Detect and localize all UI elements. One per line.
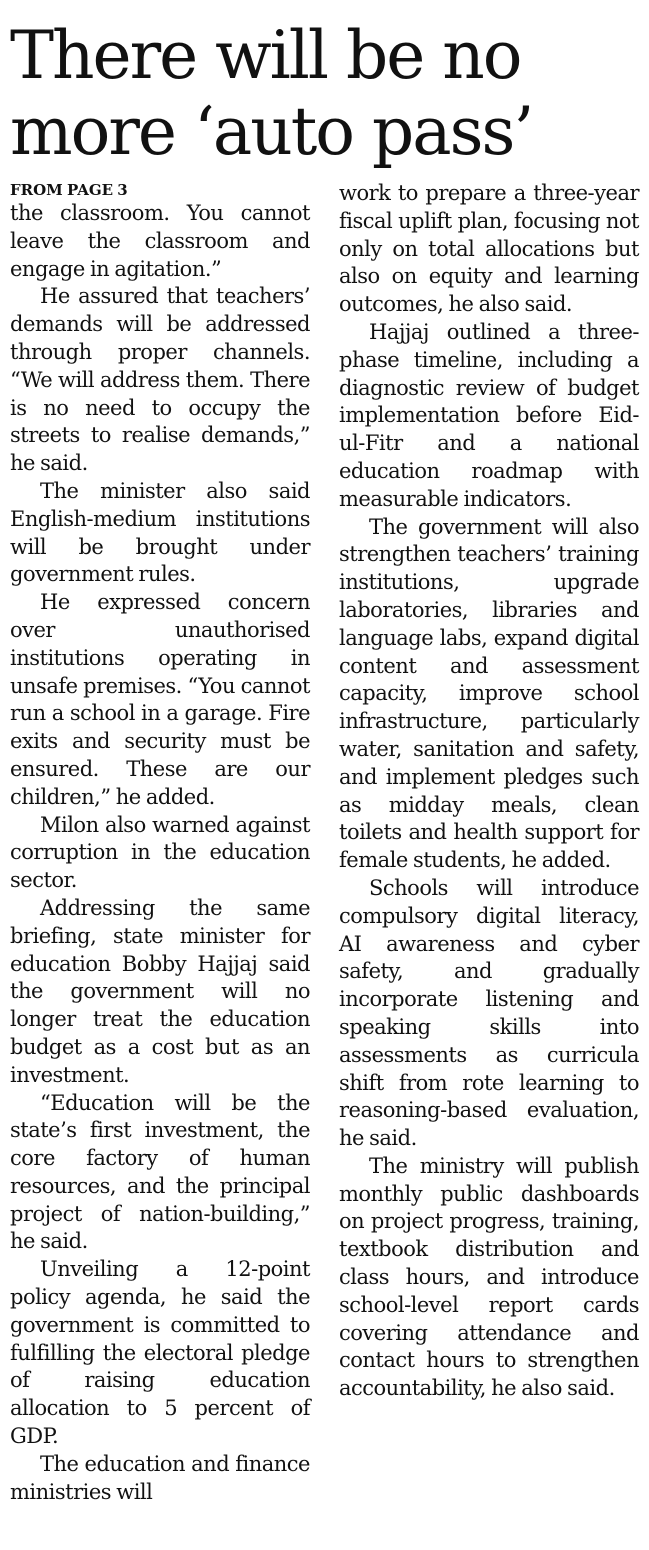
dateline: FROM PAGE 3 [10,181,128,199]
headline-line-1: There will be no [10,17,521,94]
paragraph: the classroom. You cannot leave the classroom and engage in agitation.” [10,201,310,281]
article-column-right [339,180,639,1403]
headline [10,18,640,170]
paragraph: Addressing the same briefing, state minister for education Bobby Hajjaj said the government will no longer treat the education budget as a cost but as an investment. [10,895,310,1087]
paragraph: The government will also strengthen teachers’ training institutions, upgrade laboratories, libraries and language labs, expand digital content and assessment capacity, improve school infrastructure, particularly water, sanitation and safety, and implement pledges such as midday meals, clean toilets and health support for female students, he added. [339,514,639,873]
headline-line-2: more ‘auto pass’ [10,93,533,170]
paragraph: He assured that teachers’ demands will be addressed through proper channels. “We will address them. There is no need to occupy the streets to realise demands,” he said. [10,284,310,476]
paragraph: “Education will be the state’s first investment, the core factory of human resources, and the principal project of nation-building,” he said. [10,1090,310,1254]
paragraph: The minister also said English-medium institutions will be brought under government rules. [10,478,310,587]
paragraph: Unveiling a 12-point policy agenda, he said the government is committed to fulfilling the electoral pledge of raising education allocation to 5 percent of GDP. [10,1257,310,1449]
paragraph: Schools will introduce compulsory digital literacy, AI awareness and cyber safety, and gradually incorporate listening and speaking skills into assessments as curricula shift from rote learning to reasoning-based evaluation, he said. [339,875,639,1151]
paragraph: Milon also warned against corruption in the education sector. [10,812,310,893]
paragraph: He expressed concern over unauthorised institutions operating in unsafe premises. “You cannot run a school in a garage. Fire exits and security must be ensured. These are our children,” he added. [10,590,310,809]
paragraph: The education and finance ministries will [10,1451,310,1504]
article-column-left [10,180,310,1506]
paragraph: Hajjaj outlined a three-phase timeline, including a diagnostic review of budget implementation before Eid-ul-Fitr and a national education roadmap with measurable indicators. [339,319,639,511]
paragraph: work to prepare a three-year fiscal uplift plan, focusing not only on total allocations but also on equity and learning outcomes, he also said. [339,181,639,317]
paragraph: The ministry will publish monthly public dashboards on project progress, training, textbook distribution and class hours, and introduce school-level report cards covering attendance and contact hours to strengthen accountability, he also said. [339,1153,639,1401]
